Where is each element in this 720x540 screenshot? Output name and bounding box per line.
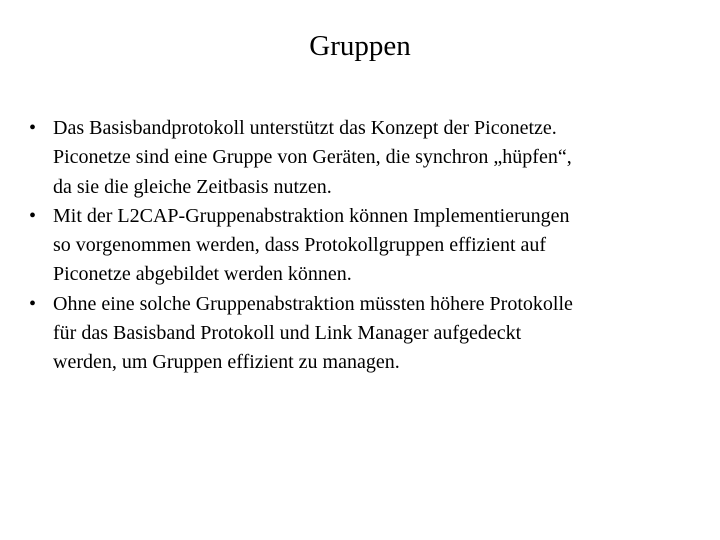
slide-title: Gruppen [309,30,411,62]
bullet-item [29,290,699,378]
bullet-item [29,202,699,290]
bullet-text: Ohne eine solche Gruppenabstraktion müssten höhere Protokolle für das Basisband Protokoll und Link Manager aufgedeckt werden, um Gruppen effizient zu managen. [53,292,573,374]
bullet-item [29,114,699,202]
bullet-icon: • [29,117,37,139]
bullet-icon: • [29,292,37,315]
bullet-text: Mit der L2CAP-Gruppenabstraktion können Implementierungen so vorgenommen werden, dass Protokollgruppen effizient auf Piconetze abgebildet werden können. [53,204,570,286]
bullet-text: Das Basisbandprotokoll unterstützt das Konzept der Piconetze. Piconetze sind eine Gruppe von Geräten, die synchron „hüpfen“, da sie die gleiche Zeitbasis nutzen. [53,117,572,198]
bullet-icon: • [29,204,37,227]
bullet-list [29,114,699,378]
